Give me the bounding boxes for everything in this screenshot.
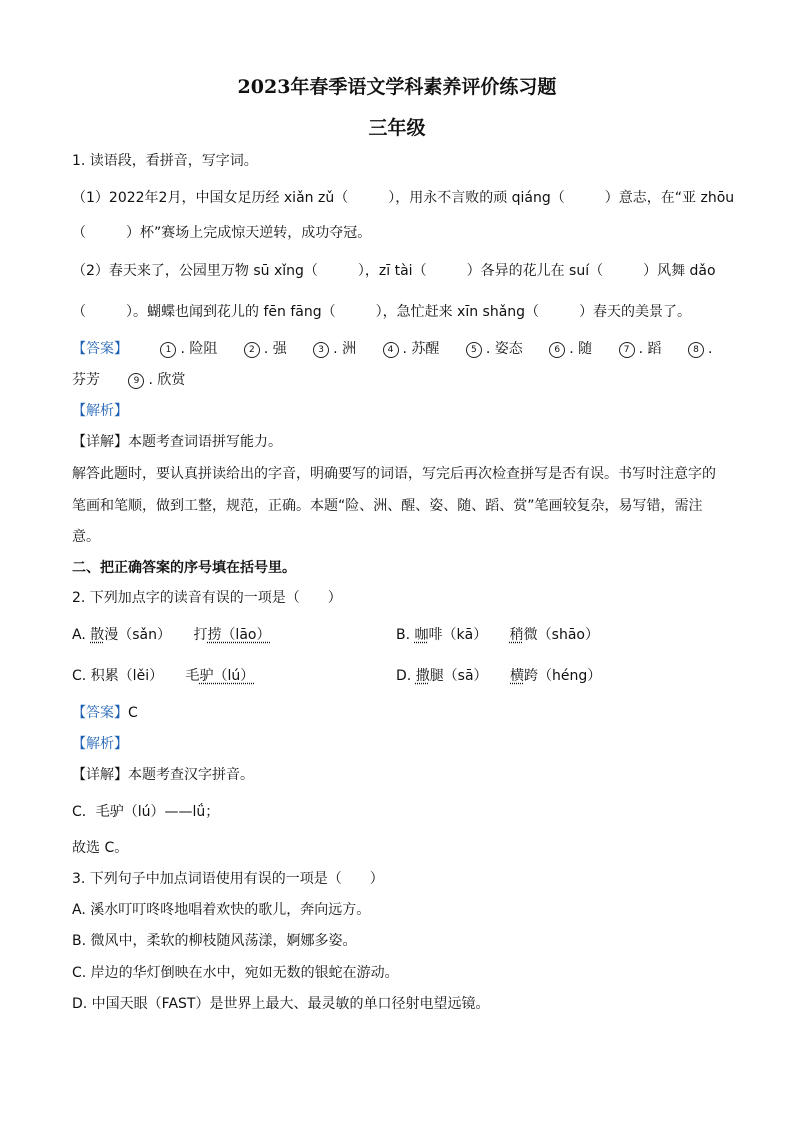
q2-option-b-word1-rest: 啡（kā） [428, 627, 488, 643]
q3-stem: 3. 下列句子中加点词语使用有误的一项是（ ） [72, 871, 384, 887]
q1-answer-8 [688, 340, 712, 358]
q1-p1-text-a: （1）2022年2月，中国女足历经 xiǎn zǔ（ [72, 190, 349, 206]
q2-option-b-label: B. [396, 627, 415, 643]
q2-option-a-word1-rest: 漫（sǎn） [104, 627, 171, 643]
q1-p1-text-d: （ [72, 225, 86, 241]
circle-number-icon: 4 [383, 342, 399, 358]
q2-option-c-word2 [186, 668, 255, 684]
q2-option-c-word2-first: 毛 [185, 668, 200, 684]
q2-option-d-word1-dotted: 撒 [415, 668, 430, 684]
q1-answers-line-1 [72, 340, 712, 358]
q1-answer-7 [619, 340, 662, 358]
q1-answer-2-word: . 强 [263, 341, 287, 357]
q2-option-c-label: C. [72, 668, 91, 684]
q1-stem: 1. 读语段，看拼音，写字词。 [72, 153, 258, 169]
q1-answer-3 [313, 340, 356, 358]
circle-number-icon: 1 [160, 342, 176, 358]
q1-p2-text-e: （ [72, 304, 86, 320]
q1-p1-text-e: ）杯”赛场上完成惊天逆转，成功夺冠。 [126, 225, 372, 241]
q1-p2-text-f: ）。蝴蝶也闻到花儿的 fēn fāng（ [126, 304, 336, 320]
q2-option-a-word1-dotted: 散 [90, 627, 105, 643]
q2-option-b-word2-dotted: 稍 [509, 627, 524, 643]
q1-answer-4 [383, 340, 440, 358]
q1-explanation-line-1: 解答此题时，要认真拼读给出的字音，明确要写的词语，写完后再次检查拼写是否有误。书写时注意字的 [72, 466, 716, 482]
q1-answer-1-word: . 险阻 [180, 341, 218, 357]
q1-answer-1 [160, 340, 217, 358]
q1-p2-text-a: （2）春天来了，公园里万物 sū xǐng（ [72, 263, 318, 279]
q1-p1-text-c: ）意志，在“亚 zhōu [604, 190, 735, 206]
q2-option-d-word1-rest: 腿（sā） [429, 668, 488, 684]
q1-analysis-label: 【解析】 [72, 403, 128, 419]
q2-explanation-line-2: 故选 C。 [72, 840, 129, 856]
circle-number-icon: 3 [313, 342, 329, 358]
q1-answer-8-word: . [707, 341, 713, 357]
circle-number-icon: 8 [688, 342, 704, 358]
q1-explanation-line-2: 笔画和笔顺，做到工整，规范，正确。本题“险、洲、醒、姿、随、蹈、赏”笔画较复杂，易写错，需注 [72, 498, 703, 514]
q1-p2-text-g: ），急忙赶来 xīn shǎng（ [375, 304, 540, 320]
circle-number-icon: 6 [549, 342, 565, 358]
q1-answer-5 [466, 340, 523, 358]
q1-paragraph-1-line-2 [72, 224, 371, 242]
q1-answer-5-word: . 姿态 [485, 341, 523, 357]
circle-number-icon: 2 [244, 342, 260, 358]
q2-option-d-word2 [510, 668, 601, 684]
q1-detail: 【详解】本题考查词语拼写能力。 [72, 434, 282, 450]
grade-title: 三年级 [368, 117, 426, 139]
q2-detail: 【详解】本题考查汉字拼音。 [72, 767, 254, 783]
q1-paragraph-1-line-1 [72, 189, 734, 207]
q1-p2-text-c: ）各异的花儿在 suí（ [466, 263, 604, 279]
q2-explanation-line-1: C．毛驴（lú）——lǘ； [72, 804, 220, 820]
q1-paragraph-2-line-1 [72, 262, 716, 280]
q1-answer-6-word: . 随 [569, 341, 593, 357]
q3-option-d: D. 中国天眼（FAST）是世界上最大、最灵敏的单口径射电望远镜。 [72, 996, 490, 1012]
page-title: 2023年春季语文学科素养评价练习题 [237, 76, 557, 98]
q2-stem: 2. 下列加点字的读音有误的一项是（ ） [72, 590, 342, 606]
circle-number-icon: 9 [128, 373, 144, 389]
q2-option-b-word1-dotted: 咖 [414, 627, 429, 643]
q2-option-b [396, 626, 599, 644]
q2-option-a-word2-first: 打 [193, 627, 208, 643]
q2-option-a-label: A. [72, 627, 91, 643]
q1-answer-6 [549, 340, 592, 358]
q2-option-c-word1-rest: 累（lěi） [104, 668, 164, 684]
q1-answer-label: 【答案】 [72, 341, 128, 357]
q1-answer-7-word: . 蹈 [638, 341, 662, 357]
q3-option-a: A. 溪水叮叮咚咚地唱着欢快的歌儿，奔向远方。 [72, 902, 371, 918]
q1-answer-4-word: . 苏醒 [402, 341, 440, 357]
q2-option-a-word2 [193, 627, 270, 643]
q2-option-a [72, 626, 270, 644]
q1-p2-text-h: ）春天的美景了。 [579, 304, 692, 320]
q1-explanation-line-3: 意。 [72, 529, 100, 545]
q1-answer-9-word: . 欣赏 [148, 372, 186, 388]
q1-p2-text-d: ）风舞 dǎo [643, 263, 716, 279]
q2-option-d [396, 667, 601, 685]
q1-answers-line-2 [72, 371, 185, 389]
q1-p2-text-b: ），zī tài（ [357, 263, 427, 279]
q2-option-c-word2-rest: 驴（lú） [199, 668, 255, 684]
q2-answer-value: C [128, 705, 138, 721]
q1-paragraph-2-line-2 [72, 303, 691, 321]
q2-answer-label: 【答案】 [72, 705, 128, 721]
q2-option-b-word2 [510, 627, 599, 643]
q1-answer-8-continued: 芬芳 [72, 372, 100, 388]
q2-option-d-word2-rest: 跨（héng） [524, 668, 602, 684]
q2-option-d-word2-dotted: 横 [510, 668, 525, 684]
q2-option-c [72, 667, 254, 685]
circle-number-icon: 5 [466, 342, 482, 358]
q2-analysis-label: 【解析】 [72, 736, 128, 752]
q1-answer-3-word: . 洲 [333, 341, 357, 357]
q2-answer [72, 704, 138, 722]
q2-option-d-label: D. [396, 668, 416, 684]
q1-p1-text-b: ），用永不言败的顽 qiáng（ [388, 190, 565, 206]
q2-option-b-word2-rest: 微（shāo） [523, 627, 599, 643]
section-2-heading: 二、把正确答案的序号填在括号里。 [72, 560, 296, 576]
circle-number-icon: 7 [619, 342, 635, 358]
q1-answer-2 [244, 340, 287, 358]
q2-option-a-word2-rest: 捞（lāo） [207, 627, 271, 643]
q3-option-c: C. 岸边的华灯倒映在水中，宛如无数的银蛇在游动。 [72, 965, 399, 981]
q3-option-b: B. 微风中，柔软的柳枝随风荡漾，婀娜多姿。 [72, 933, 357, 949]
q2-option-c-word1-first: 积 [90, 668, 105, 684]
